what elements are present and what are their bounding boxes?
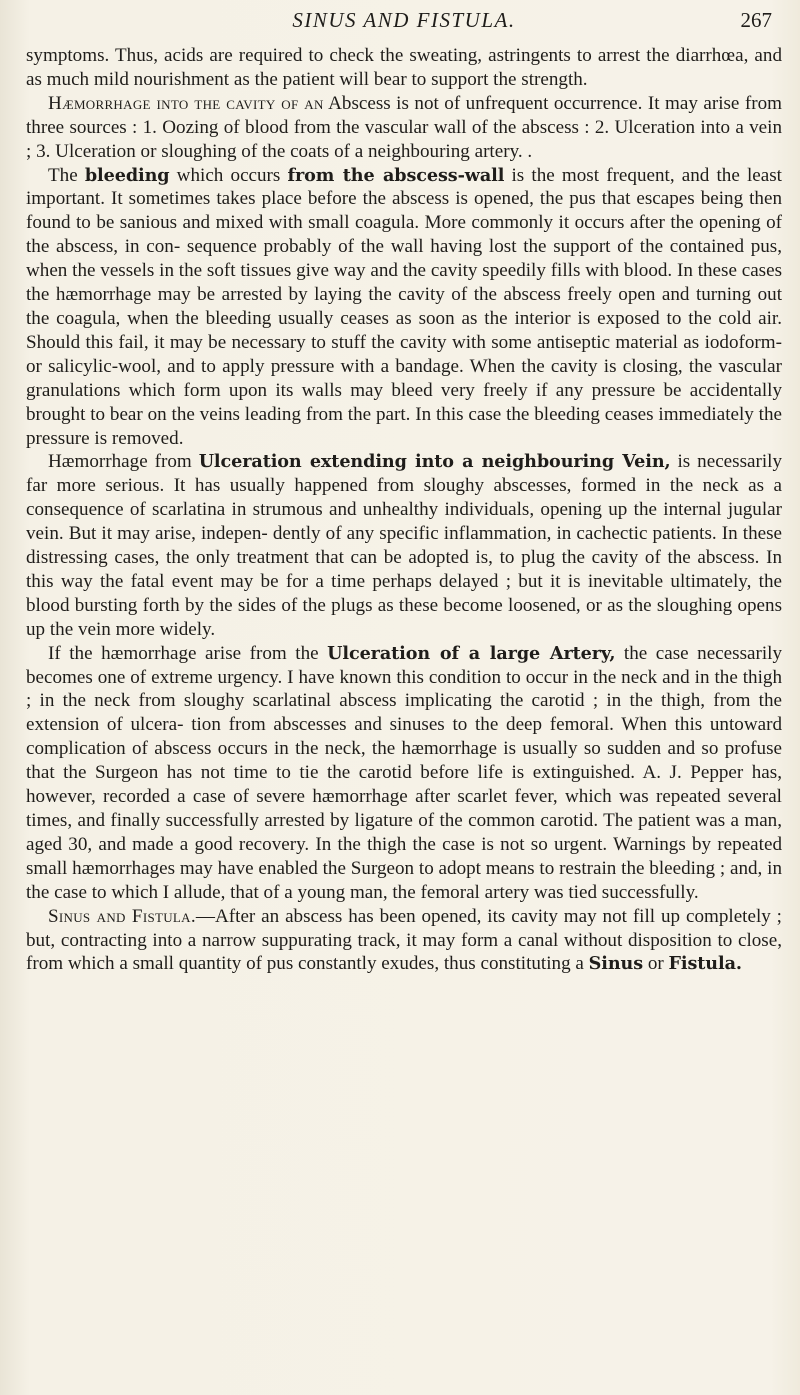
paragraph-5 xyxy=(26,642,782,905)
paragraph-text: Hæmorrhage from xyxy=(48,451,199,473)
bold-term-abscess-wall: from the abscess-wall xyxy=(287,164,505,186)
bold-term-artery: Ulceration of a large Artery, xyxy=(327,642,616,664)
paragraph-text: —After an abscess has been opened, its cavity may not fill up completely ; but, contracting into a narrow suppurating track, it may form a canal without disposition to close, from which a small quantity of pus constantly exudes, thus constituting a xyxy=(26,905,782,975)
running-header xyxy=(26,4,782,34)
body-text xyxy=(26,44,782,976)
paragraph-2 xyxy=(26,92,782,164)
paragraph-text: is the most frequent, and the least important. It sometimes takes place before the abscess is opened, the pus that escapes being then found to be sanious and mixed with small coagula. More commonly it occurs after the opening of the abscess, in con- sequence probably of the wall having lost the support of the contained pus, when the vessels in the soft tissues give way and the cavity speedily fills with blood. In these cases the hæmorrhage may be arrested by laying the cavity of the abscess freely open and turning out the coagula, when the bleeding usually ceases as soon as the interior is exposed to the cold air. Should this fail, it may be necessary to stuff the cavity with some antiseptic material as iodoform- or salicylic-wool, and to apply pressure with a bandage. When the cavity is closing, the vascular granulations which form upon its walls may bleed very freely if any pressure be accidentally brought to bear on the veins leading from the part. In this case the bleeding ceases immediately the pressure is removed. xyxy=(26,164,782,449)
paragraph-text: or xyxy=(643,953,669,975)
paragraph-text: which occurs xyxy=(169,164,288,186)
paragraph-3 xyxy=(26,164,782,451)
paragraph-1 xyxy=(26,44,782,92)
page-number: 267 xyxy=(740,8,772,32)
bold-term-vein: Ulceration extending into a neighbouring Vein, xyxy=(198,451,671,473)
paragraph-4 xyxy=(26,450,782,641)
paragraph-text: is necessarily far more serious. It has usually happened from sloughy abscesses, formed in the neck as a consequence of scarlatina in strumous and unhealthy individuals, opening up the internal jugular vein. But it may arise, indepen- dently of any specific inflammation, in cachectic patients. In these distressing cases, the only treatment that can be adopted is, to plug the cavity of the abscess. In this way the fatal event may be for a time perhaps delayed ; but it is inevitable ultimately, the blood bursting forth by the sides of the plugs as these become loosened, or as the sloughing opens up the vein more widely. xyxy=(26,451,782,640)
bold-term-fistula: Fistula. xyxy=(668,953,742,975)
paragraph-text: the case necessarily becomes one of extreme urgency. I have known this condition to occur in the neck and in the thigh ; in the neck from sloughy scarlatinal abscess implicating the carotid ; in the thigh, from the extension of ulcera- tion from abscesses and sinuses to the deep femoral. When this untoward complication of abscess occurs in the neck, the hæmorrhage is usually so sudden and so profuse that the Surgeon has not time to tie the carotid before life is extinguished. A. J. Pepper has, however, recorded a case of severe hæmorrhage after scarlet fever, which was repeated several times, and finally successfully arrested by ligature of the common carotid. The patient was a man, aged 30, and made a good recovery. In the thigh the case is not so urgent. Warnings by repeated small hæmorrhages may have enabled the Surgeon to adopt means to restrain the bleeding ; and, in the case to which I allude, that of a young man, the femoral artery was tied successfully. xyxy=(26,642,782,903)
paragraph-text: Abscess is not of unfrequent occurrence. It may arise from three sources : 1. Oozing of blood from the vascular wall of the abscess : 2. Ulceration into a vein ; 3. Ulceration or sloughing of the coats of a neighbouring artery. . xyxy=(26,92,783,162)
paragraph-6 xyxy=(26,905,782,977)
paragraph-text: If the hæmorrhage arise from the xyxy=(48,642,328,664)
paragraph-text: symptoms. Thus, acids are required to check the sweating, astringents to arrest the diarrhœa, and as much mild nourishment as the patient will bear to support the strength. xyxy=(26,45,782,90)
bold-term-bleeding: bleeding xyxy=(84,164,170,186)
heading-sinus-fistula: Sinus and Fistula. xyxy=(48,905,196,927)
heading-haemorrhage: Hæmorrhage into the cavity of an xyxy=(48,92,324,114)
paragraph-text: The xyxy=(48,164,85,186)
bold-term-sinus: Sinus xyxy=(588,953,644,975)
running-title: SINUS AND FISTULA. xyxy=(292,8,516,32)
